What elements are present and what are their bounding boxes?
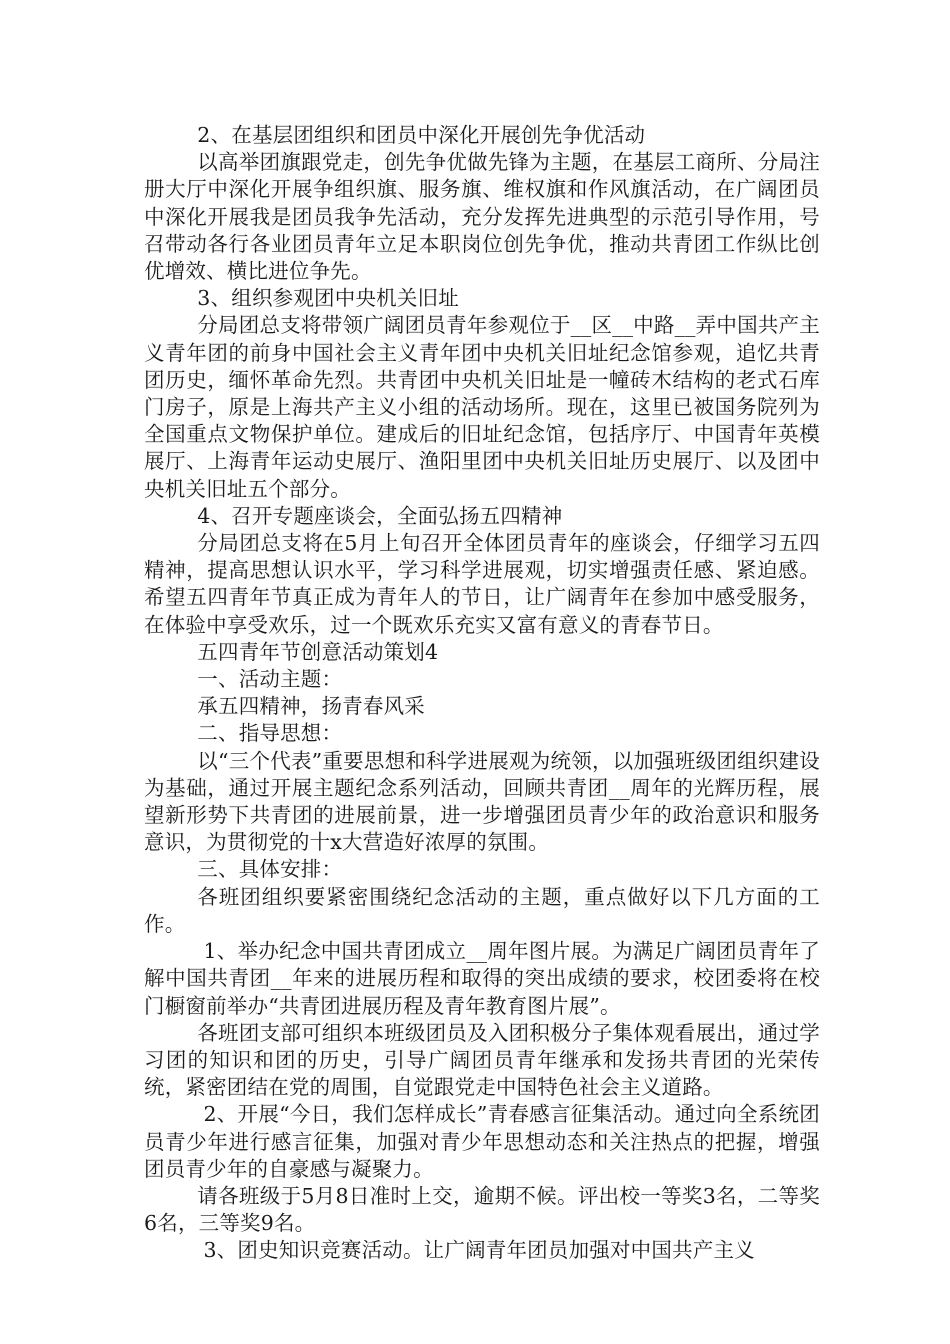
body-paragraph: 以高举团旗跟党走，创先争优做先锋为主题，在基层工商所、分局注册大厅中深化开展争组织旗、服务旗、维权旗和作风旗活动，在广阔团员中深化开展我是团员我争先活动，充分发挥先进典型的示范引导作用，号召带动各行各业团员青年立足本职岗位创先争优，推动共青团工作纵比创优增效、横比进位争先。 bbox=[144, 150, 820, 284]
section-heading: 4、召开专题座谈会，全面弘扬五四精神 bbox=[197, 503, 563, 528]
section-heading: 2、在基层团组织和团员中深化开展创先争优活动 bbox=[197, 123, 646, 147]
numbered-paragraph: 2、开展“今日，我们怎样成长”青春感言征集活动。通过向全系统团员青少年进行感言征集，加强对青少年思想动态和关注热点的把握，增强团员青少年的自豪感与凝聚力。 bbox=[144, 1102, 820, 1181]
section-heading: 一、活动主题： bbox=[197, 667, 343, 692]
plan-title: 五四青年节创意活动策划4 bbox=[197, 639, 439, 664]
body-paragraph: 分局团总支将带领广阔团员青年参观位于__区__中路__弄中国共产主义青年团的前身中国社会主义青年团中央机关旧址纪念馆参观，追忆共青团历史，缅怀革命先烈。共青团中央机关旧址是一幢砖木结构的老式石库门房子，原是上海共产主义小组的活动场所。现在，这里已被国务院列为全国重点文物保护单位。建成后的旧址纪念馆，包括序厅、中国青年英模展厅、上海青年运动史展厅、渔阳里团中央机关旧址历史展厅、以及团中央机关旧址五个部分。 bbox=[144, 313, 820, 501]
document-body bbox=[144, 122, 820, 1265]
body-paragraph: 以“三个代表”重要思想和科学进展观为统领，以加强班级团组织建设为基础，通过开展主题纪念系列活动，回顾共青团__周年的光辉历程，展望新形势下共青团的进展前景，进一步增强团员青少年的政治意识和服务意识，为贯彻党的十x大营造好浓厚的氛围。 bbox=[144, 748, 820, 855]
section-heading: 三、具体安排： bbox=[197, 857, 343, 882]
body-paragraph: 各班团支部可组织本班级团员及入团积极分子集体观看展出，通过学习团的知识和团的历史，引导广阔团员青年继承和发扬共青团的光荣传统，紧密团结在党的周围，自觉跟党走中国特色社会主义道路。 bbox=[144, 1020, 820, 1100]
body-paragraph: 请各班级于5月8日准时上交，逾期不候。评出校一等奖3名，二等奖6名，三等奖9名。 bbox=[144, 1183, 820, 1236]
numbered-paragraph: 1、举办纪念中国共青团成立__周年图片展。为满足广阔团员青年了解中国共青团__年来的进展历程和取得的突出成绩的要求，校团委将在校门橱窗前举办“共青团进展历程及青年教育图片展”。 bbox=[144, 939, 820, 1018]
theme-line: 承五四精神，扬青春风采 bbox=[197, 694, 425, 719]
body-paragraph: 各班团组织要紧密围绕纪念活动的主题，重点做好以下几方面的工作。 bbox=[144, 884, 820, 936]
body-paragraph: 分局团总支将在5月上旬召开全体团员青年的座谈会，仔细学习五四精神，提高思想认识水平，学习科学进展观，切实增强责任感、紧迫感。希望五四青年节真正成为青年人的节日，让广阔青年在参加中感受服务，在体验中享受欢乐，过一个既欢乐充实又富有意义的青春节日。 bbox=[144, 531, 820, 637]
section-heading: 3、组织参观团中央机关旧址 bbox=[197, 286, 459, 311]
numbered-paragraph: 3、团史知识竞赛活动。让广阔青年团员加强对中国共产主义 bbox=[203, 1238, 755, 1263]
section-heading: 二、指导思想： bbox=[197, 721, 343, 746]
